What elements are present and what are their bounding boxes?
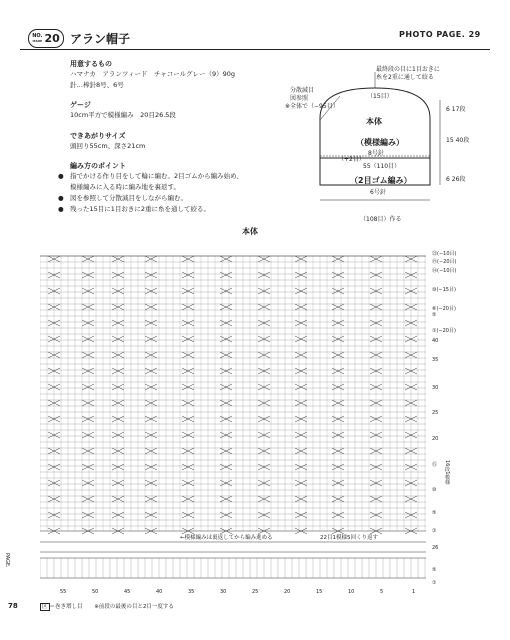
x-tick-label: 35 [188, 589, 195, 595]
bottom-left-note: ←模様編みは裏返してから編み進める [180, 535, 273, 541]
page-number: 78 [8, 602, 18, 610]
chart-row-label: ⑤ [432, 567, 437, 573]
side-page-label: PAGE. [4, 553, 10, 568]
x-tick-label: 50 [92, 589, 99, 595]
chart-row-label: 35 [432, 357, 439, 363]
points-section [58, 161, 243, 215]
x-tick-label: 20 [284, 589, 291, 595]
gauge-heading: ゲージ [70, 101, 91, 109]
size-section [70, 131, 145, 152]
points-item: ● 残った15目に1目おきに2重に糸を通して絞る。 [58, 205, 211, 213]
points-item: 模様編みに入る時に編み地を裏返す。 [70, 183, 180, 191]
pattern-number-badge [28, 29, 64, 48]
materials-line-2: 針…棒針8号、6号 [70, 81, 124, 89]
chart-row-label: ⑤ [432, 510, 437, 516]
badge-no-label: NO. [32, 32, 43, 39]
page-title: アラン帽子 [70, 32, 131, 46]
chart-row-label: ⑭(−10目) [432, 268, 457, 274]
chart-row-label: ① [432, 528, 437, 534]
materials-line-1: ハマナカ アランツィード チャコールグレー（9）90g [70, 70, 236, 78]
legend [40, 602, 174, 610]
mid-stitch-count: 55（110目） [363, 163, 401, 170]
top-note-1: 最終段の目に1目おきに [376, 66, 440, 73]
badge-sub-label: ISSUE [32, 38, 43, 43]
legend-text: ＝巻き増し目 [49, 604, 83, 610]
pattern-number: 20 [44, 32, 60, 45]
chart-row-label: ㉓(−10目) [432, 251, 457, 257]
pattern-needle: 8号針 [368, 150, 384, 157]
x-tick-label: 40 [156, 589, 163, 595]
dec-note-3: ※全体で（−95目） [285, 103, 339, 110]
x-tick-label: 30 [220, 589, 227, 595]
x-tick-label: 55 [60, 589, 67, 595]
repeat-label: 16段1模様 [444, 460, 450, 485]
points-heading: 編み方のポイント [70, 162, 126, 170]
chart-row-label: ⑩ [432, 487, 437, 493]
chart-row-label: ⑥(−20目) [432, 306, 456, 312]
chart-row-label: ①(−20目) [432, 328, 456, 334]
dec-note-1: 分散減目 [290, 87, 315, 94]
x-tick-label: 25 [252, 589, 259, 595]
gauge-section [70, 100, 176, 121]
dim-top: 6 17段 [446, 106, 466, 113]
chart-row-label: ⑲(−20目) [432, 259, 457, 265]
chart-row-label: 20 [432, 436, 439, 442]
legend-mark: 区 [42, 604, 48, 610]
footer-note: ※前段の最後の目と2目一度する [94, 604, 174, 610]
plus-stitches: （+2目） [338, 156, 365, 163]
dim-bot: 6 26段 [446, 176, 466, 183]
cast-on-count: （108目）作る [360, 216, 402, 223]
top-stitch-count: （15目） [367, 93, 393, 100]
x-tick-label: 15 [316, 589, 323, 595]
dec-note-2: 図参照 [290, 95, 309, 102]
chart-row-label: ⑤ [432, 312, 437, 318]
chart-row-label: ⑩(−15目) [432, 287, 456, 293]
x-tick-label: 1 [412, 589, 416, 595]
ribbing-needle: 6号針 [370, 189, 386, 196]
chart-row-label: 26 [432, 545, 439, 551]
points-item: ● 指でかける作り目をして輪に編む。2目ゴムから編み始め、 [58, 172, 243, 180]
chart-row-label: 40 [432, 338, 439, 344]
photo-page-ref: PHOTO PAGE. 29 [399, 30, 481, 39]
body-label: 本体 [366, 117, 382, 126]
size-line-1: 頭回り55cm、深さ21cm [70, 142, 146, 150]
chart-row-label: 25 [432, 410, 439, 416]
x-tick-label: 10 [348, 589, 355, 595]
chart-row-label: ⑮ [432, 462, 438, 468]
header-rule [20, 49, 490, 50]
chart-row-label: 30 [432, 385, 439, 391]
points-item: ● 図を参照して分散減目をしながら編む。 [58, 194, 187, 202]
chart-title: 本体 [242, 227, 258, 236]
x-tick-label: 45 [124, 589, 131, 595]
chart-row-label: ① [432, 580, 437, 586]
materials-section [70, 59, 235, 91]
materials-heading: 用意するもの [70, 60, 112, 68]
bottom-right-note: 22目1模様5回くり返す [320, 535, 378, 541]
ribbing-label: （2目ゴム編み） [350, 176, 412, 185]
top-note-2: 糸を2重に通して絞る [376, 74, 434, 81]
gauge-line-1: 10cm平方で模様編み 20目26.5段 [70, 111, 176, 119]
pattern-label: （模様編み） [356, 138, 404, 147]
dim-mid: 15 40段 [446, 137, 470, 144]
x-tick-label: 5 [380, 589, 384, 595]
size-heading: できあがりサイズ [70, 132, 126, 140]
